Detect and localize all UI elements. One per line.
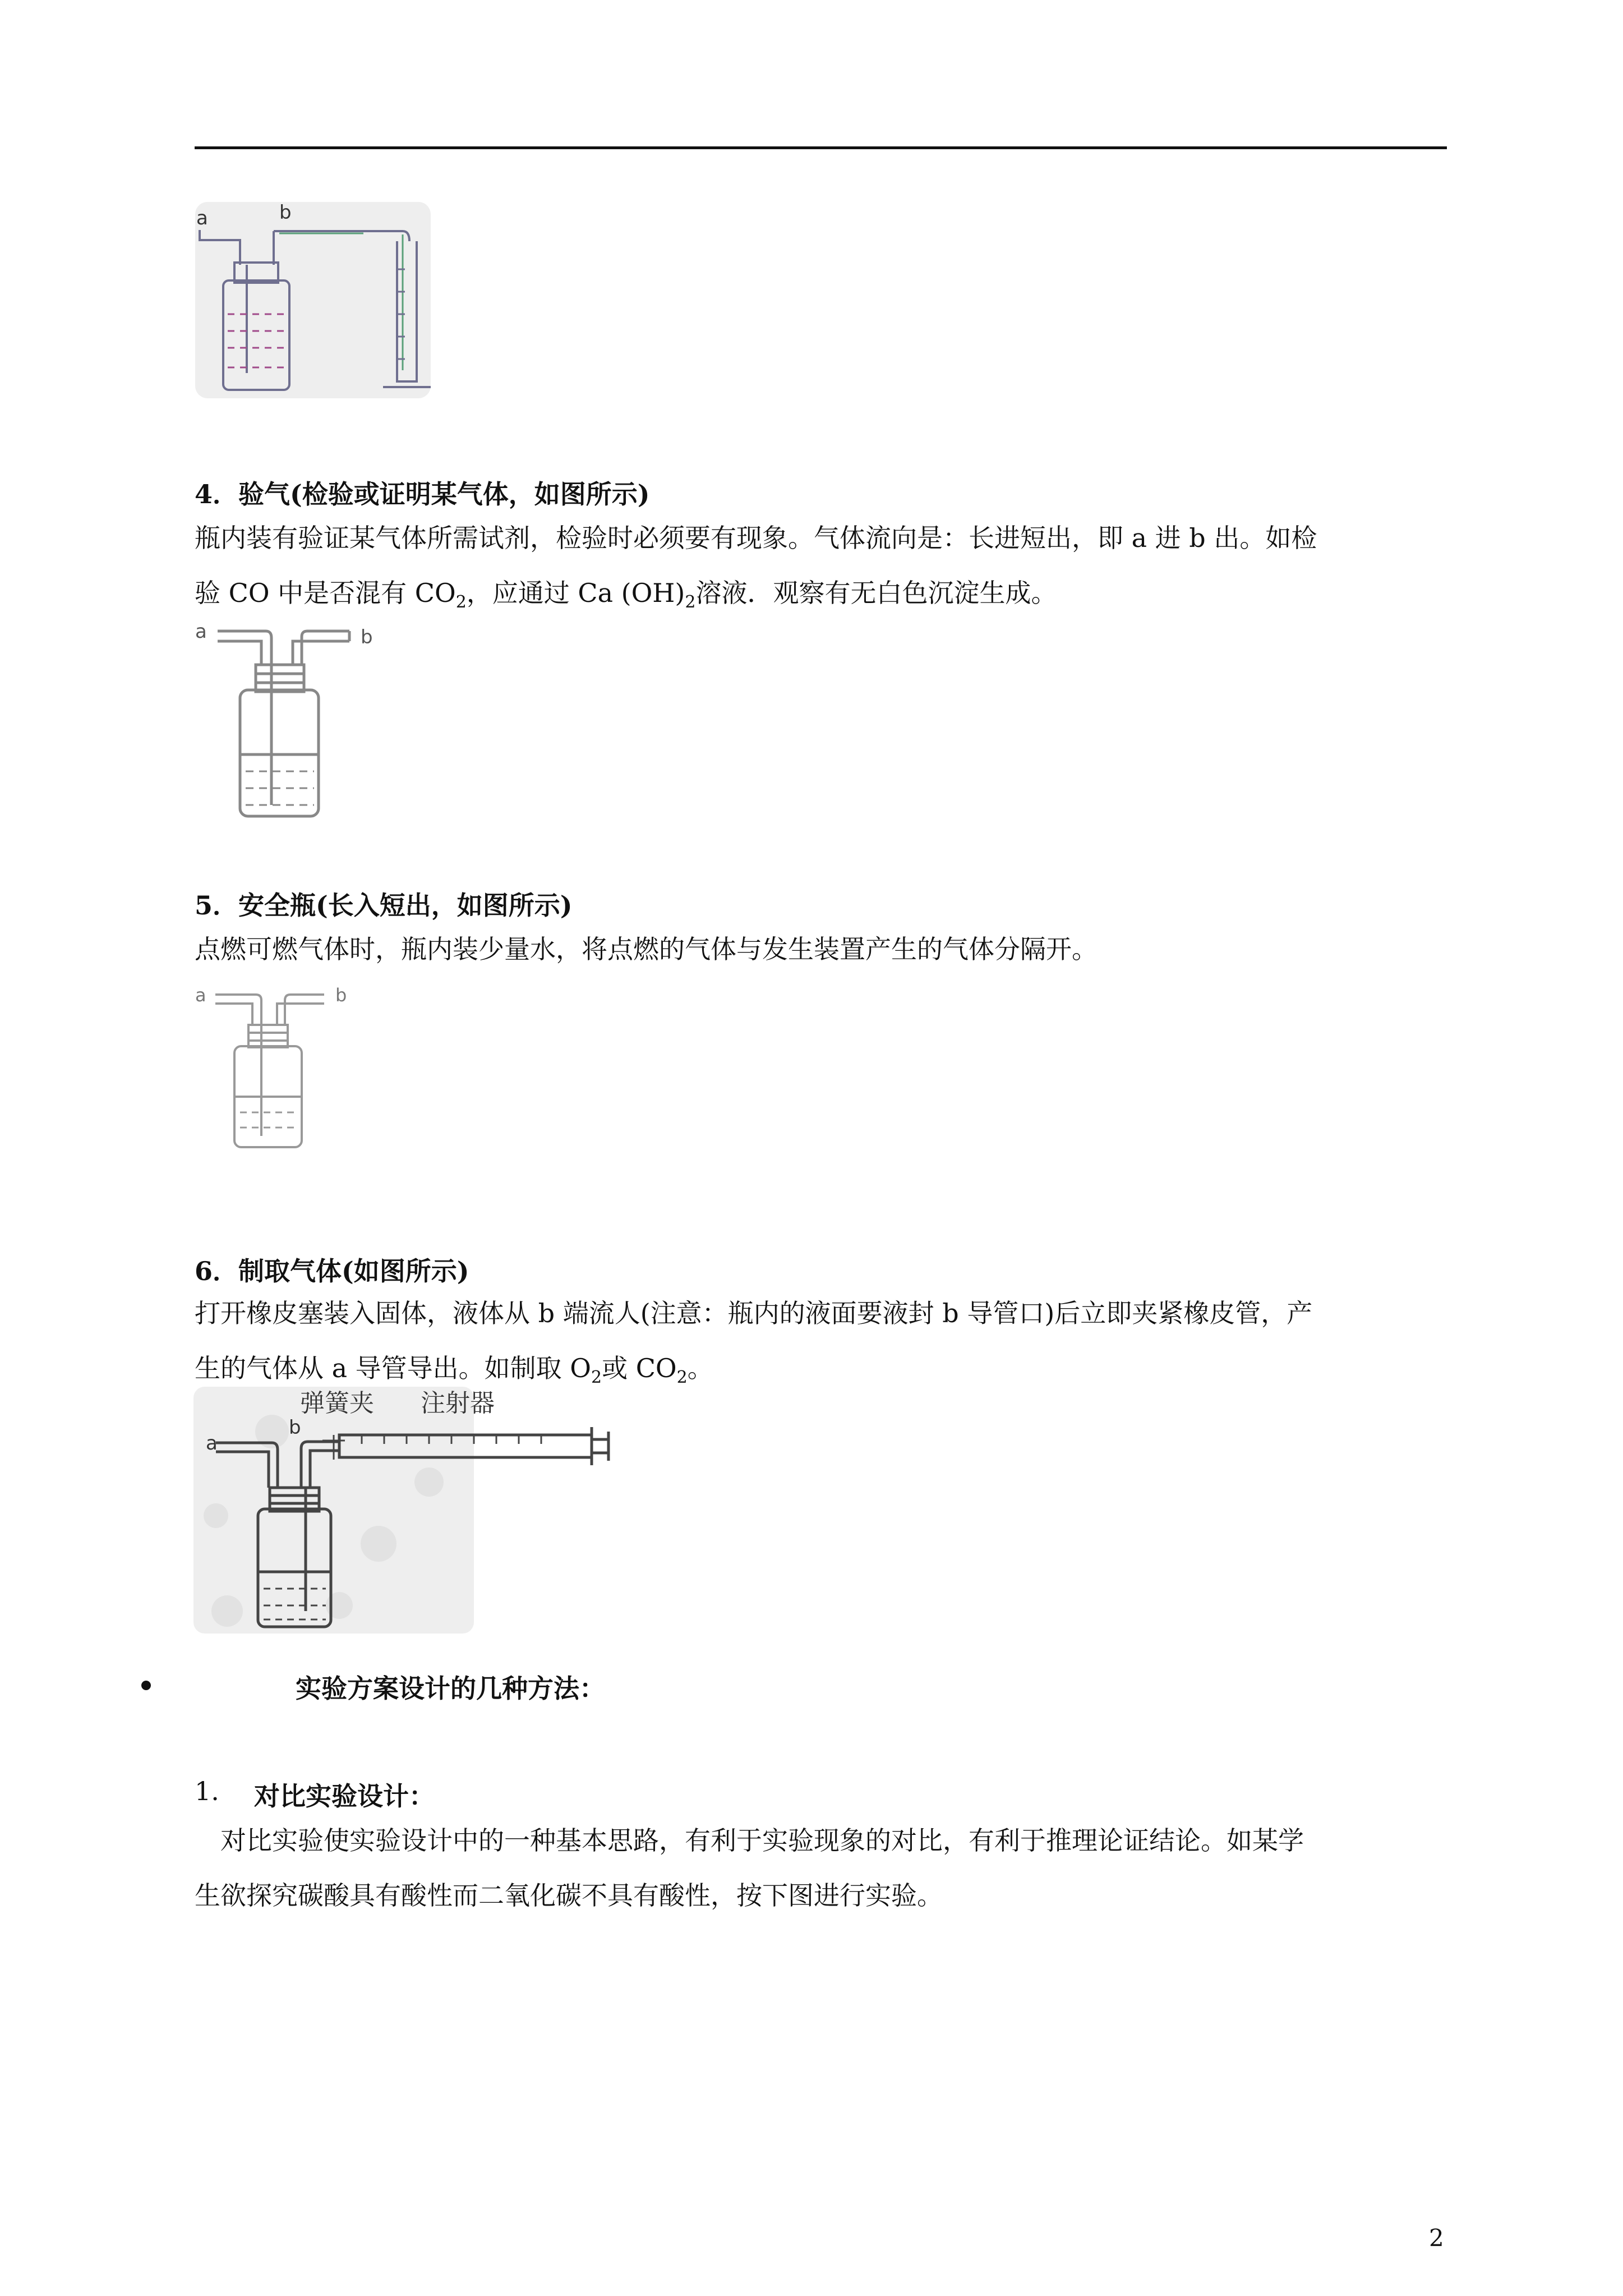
figure-safety-bottle (195, 984, 363, 1153)
section-4-line-2 (195, 565, 1451, 620)
figure-label-a: a (196, 207, 208, 229)
text-run: 溶液．观察有无白色沉淀生成。 (695, 578, 1057, 608)
methods-bullet-title: 实验方案设计的几种方法： (296, 1673, 605, 1704)
figure-label-a: a (206, 1432, 218, 1455)
header-rule (195, 146, 1447, 149)
text-run: 或 CO (602, 1353, 677, 1383)
text-run: 生的气体从 a 导管导出。如制取 O (195, 1353, 592, 1383)
method-1-line-2: 生欲探究碳酸具有酸性而二氧化碳不具有酸性，按下图进行实验。 (195, 1880, 943, 1911)
text-run: ，应通过 Ca (OH) (466, 578, 685, 608)
method-1-title: 对比实验设计： (254, 1781, 435, 1811)
section-5-line-1: 点燃可燃气体时，瓶内装少量水，将点燃的气体与发生装置产生的气体分隔开。 (195, 934, 1098, 964)
method-1-number: 1. (195, 1776, 219, 1806)
section-6-heading: 6．制取气体(如图所示) (195, 1256, 469, 1286)
text-run: 验 CO 中是否混有 CO (195, 578, 456, 608)
method-1-paragraph (195, 1813, 1451, 1923)
figure-label-b: b (335, 984, 347, 1006)
subscript: 2 (685, 592, 696, 612)
figure-bottle-cylinder (195, 202, 431, 398)
section-4-line-1: 瓶内装有验证某气体所需试剂，检验时必须要有现象。气体流向是：长进短出，即 a 进 b 出。如检 (195, 523, 1317, 553)
page-number: 2 (1429, 2224, 1444, 2252)
section-6-paragraph (195, 1286, 1451, 1396)
subscript: 2 (455, 592, 467, 612)
section-4-heading: 4．验气(检验或证明某气体，如图所示) (195, 479, 650, 509)
bullet-dot (141, 1681, 151, 1690)
figure-gas-test-bottle (195, 620, 386, 822)
figure-label-syringe: 注射器 (421, 1389, 495, 1418)
section-5-heading: 5．安全瓶(长入短出，如图所示) (195, 890, 573, 921)
text-run: 。 (687, 1353, 713, 1383)
section-6-line-1: 打开橡皮塞装入固体，液体从 b 端流人(注意：瓶内的液面要液封 b 导管口)后立即夹紧橡皮管，产 (195, 1298, 1313, 1328)
subscript: 2 (676, 1368, 688, 1387)
figure-label-a: a (195, 984, 206, 1006)
figure-label-b: b (279, 202, 292, 224)
figure-label-b: b (289, 1416, 301, 1439)
method-1-line-1: 对比实验使实验设计中的一种基本思路，有利于实验现象的对比，有利于推理论证结论。如某学 (220, 1825, 1304, 1856)
figure-label-a: a (195, 620, 207, 643)
figure-label-spring-clamp: 弹簧夹 (300, 1389, 374, 1418)
section-5-paragraph (195, 922, 1451, 977)
figure-label-b: b (361, 626, 373, 648)
subscript: 2 (591, 1368, 602, 1387)
figure-gas-generation-syringe (193, 1387, 620, 1634)
section-4-paragraph (195, 510, 1451, 620)
